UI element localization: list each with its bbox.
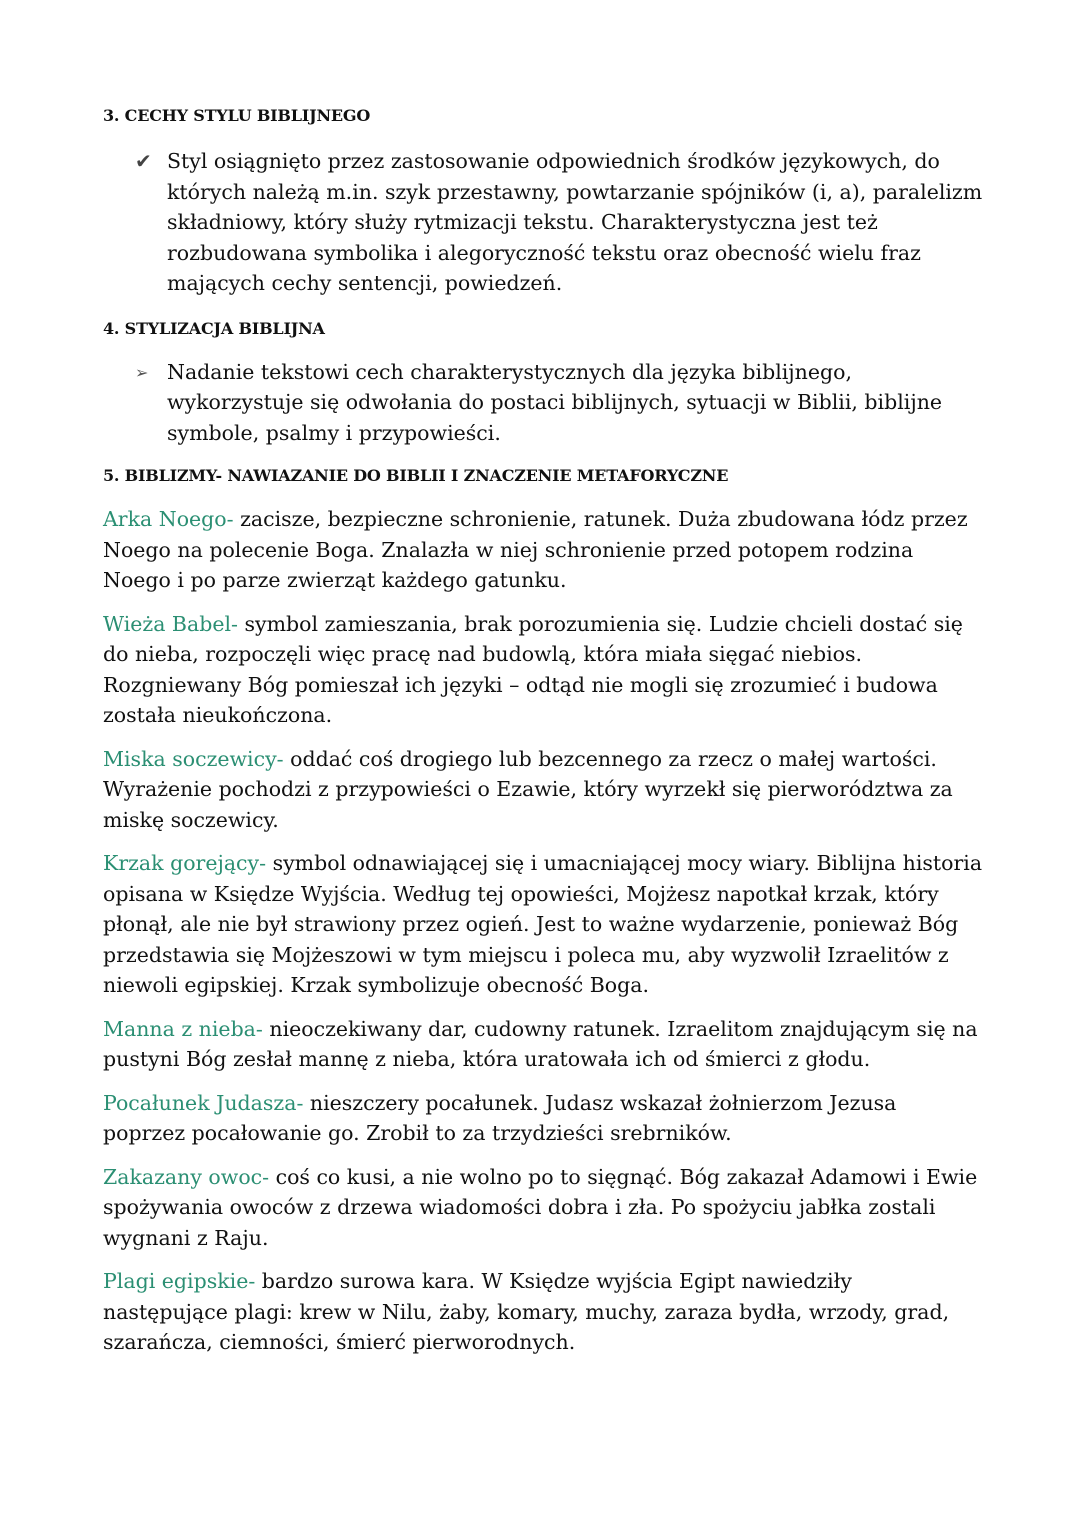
entry-text: coś co kusi, a nie wolno po to sięgnąć. Bóg zakazał Adamowi i Ewie spożywania owoców z drzewa wiadomości dobra i zła. Po spożyciu jabłka zostali wygnani z Raju.: [103, 1164, 978, 1250]
entry-miska-soczewicy: [103, 744, 983, 836]
entry-text: oddać coś drogiego lub bezcennego za rzecz o małej wartości. Wyrażenie pochodzi z przypowieści o Ezawie, który wyrzekł się pierworództwa za miskę soczewicy.: [103, 746, 953, 832]
entry-wieza-babel: [103, 609, 983, 731]
section-4-heading: 4. STYLIZACJA BIBLIJNA: [103, 318, 325, 338]
section-3-heading: 3. CECHY STYLU BIBLIJNEGO: [103, 106, 371, 125]
entry-krzak-gorejacy: [103, 848, 983, 1001]
arrow-right-icon: ➢: [135, 362, 149, 382]
entry-pocalunek-judasza: [103, 1088, 983, 1149]
entry-term: Arka Noego-: [103, 507, 234, 531]
entry-text: nieoczekiwany dar, cudowny ratunek. Izraelitom znajdującym się na pustyni Bóg zesłał mannę z nieba, która uratowała ich od śmierci z głodu.: [103, 1016, 978, 1071]
checkmark-icon: ✔: [135, 149, 152, 173]
entry-term: Zakazany owoc-: [103, 1164, 270, 1189]
entry-text: bardzo surowa kara. W Księdze wyjścia Egipt nawiedziły następujące plagi: krew w Nilu, żaby, komary, muchy, zaraza bydła, wrzody, grad, szarańcza, ciemności, śmierć pierworodnych.: [103, 1269, 950, 1354]
entry-zakazany-owoc: [103, 1162, 983, 1254]
entry-term: Plagi egipskie-: [103, 1269, 256, 1293]
entry-term: Manna z nieba-: [103, 1016, 263, 1041]
entry-term: Krzak gorejący-: [103, 851, 267, 875]
entry-text: symbol zamieszania, brak porozumienia się. Ludzie chcieli dostać się do nieba, rozpoczęli więc pracę nad budowlą, która miała sięgać niebios. Rozgniewany Bóg pomieszał ich języki – odtąd nie mogli się zrozumieć i budowa została nieukończona.: [103, 611, 963, 727]
section-3-bullet-text: Styl osiągnięto przez zastosowanie odpowiednich środków językowych, do których należą m.in. szyk przestawny, powtarzanie spójników (i, a), paralelizm składniowy, który służy rytmizacji tekstu. Charakterystyczna jest też rozbudowana symbolika i alegoryczność tekstu oraz obecność wielu fraz mających cechy sentencji, powiedzeń.: [167, 149, 983, 295]
section-4-bullet-text: Nadanie tekstowi cech charakterystycznych dla języka biblijnego, wykorzystuje się odwołania do postaci biblijnych, sytuacji w Biblii, biblijne symbole, psalmy i przypowieści.: [167, 359, 943, 445]
entry-term: Pocałunek Judasza-: [103, 1090, 304, 1115]
section-3-bullet: [103, 146, 987, 299]
entry-text: symbol odnawiającej się i umacniającej mocy wiary. Biblijna historia opisana w Księdze Wyjścia. Według tej opowieści, Mojżesz napotkał krzak, który płonął, ale nie był strawiony przez ogień. Jest to ważne wydarzenie, ponieważ Bóg przedstawia się Mojżeszowi w tym miejscu i poleca mu, aby wyzwolił Izraelitów z niewoli egipskiej. Krzak symbolizuje obecność Boga.: [103, 851, 983, 997]
entry-plagi-egipskie: [103, 1266, 983, 1358]
entry-arka-noego: [103, 504, 983, 596]
entry-term: Miska soczewicy-: [103, 746, 284, 771]
section-5-heading: 5. BIBLIZMY- NAWIAZANIE DO BIBLII I ZNACZENIE METAFORYCZNE: [103, 466, 729, 485]
document-page: [103, 102, 983, 1371]
entry-term: Wieża Babel-: [103, 611, 238, 636]
section-4-bullet: [103, 357, 987, 449]
entry-text: nieszczery pocałunek. Judasz wskazał żołnierzom Jezusa poprzez pocałowanie go. Zrobił to za trzydzieści srebrników.: [103, 1090, 897, 1145]
entry-manna-z-nieba: [103, 1014, 983, 1075]
entry-text: zacisze, bezpieczne schronienie, ratunek. Duża zbudowana łódz przez Noego na polecenie Boga. Znalazła w niej schronienie przed potopem rodzina Noego i po parze zwierząt każdego gatunku.: [103, 507, 968, 592]
